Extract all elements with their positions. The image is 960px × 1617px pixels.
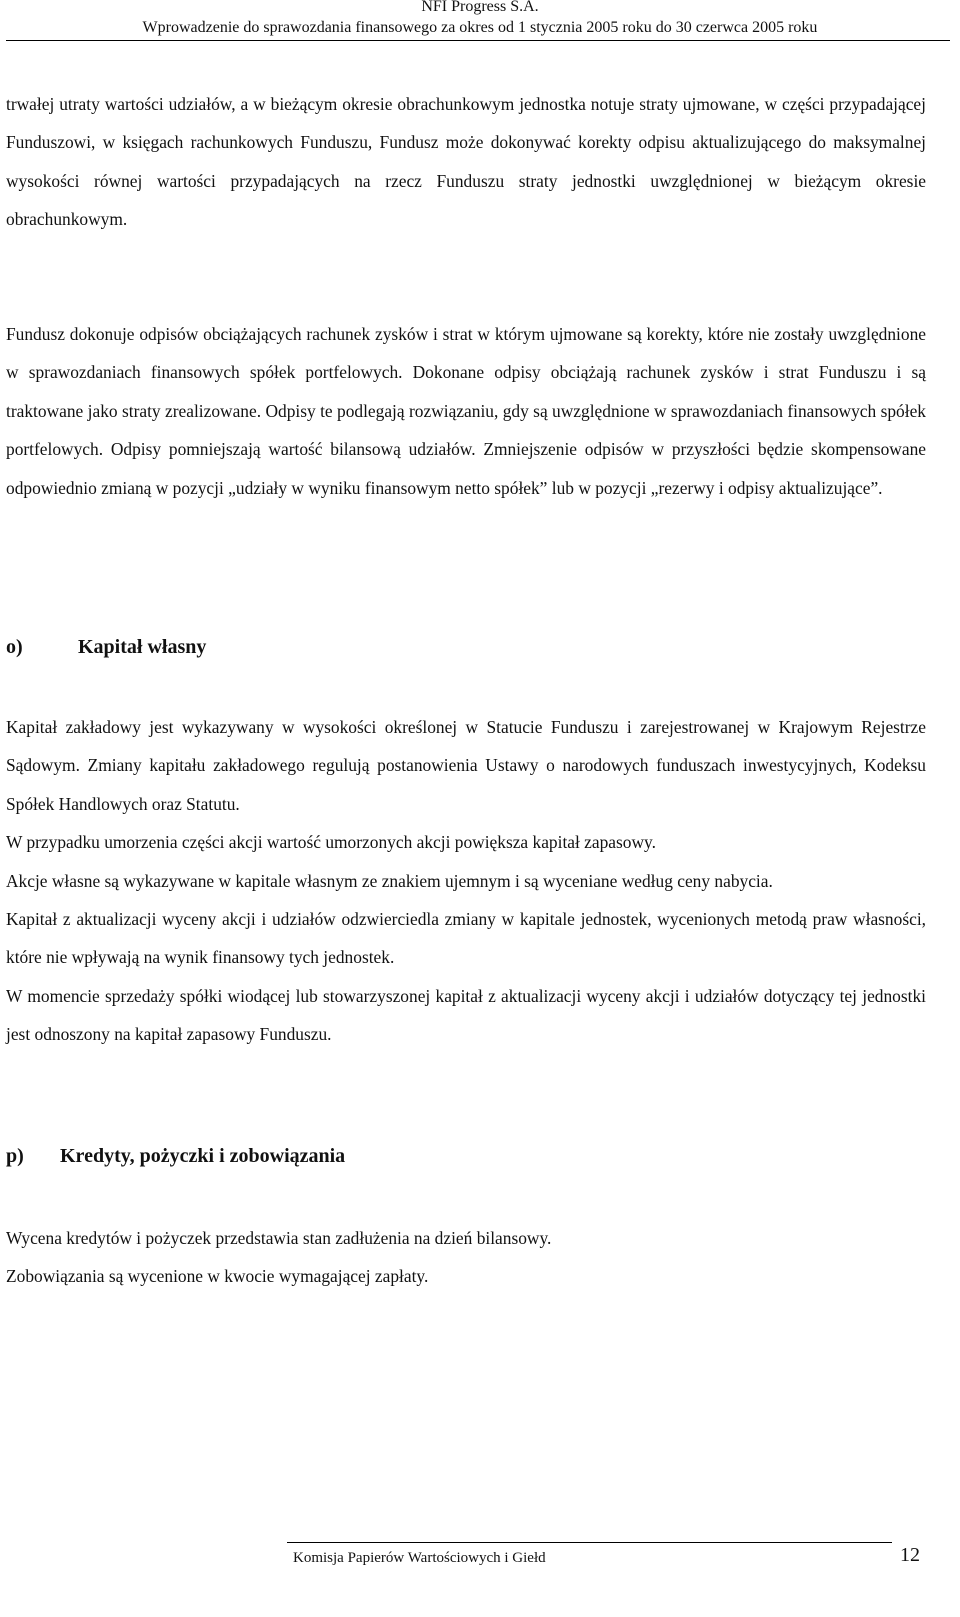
paragraph-impairment-continued: trwałej utraty wartości udziałów, a w bieżącym okresie obrachunkowym jednostka notuje straty ujmowane, w części przypadającej Funduszowi, w księgach rachunkowych Funduszu, Fundusz może dokonywać korekty odpisu aktualizującego do maksymalnej wysokości równej wartości przypadających na rzecz Funduszu straty jednostki uwzględnionej w bieżącym okresie obrachunkowym.	[6, 94, 926, 230]
paragraph-revaluation-capital: Kapitał z aktualizacji wyceny akcji i udziałów odzwierciedla zmiany w kapitale jednostek, wycenionych metodą praw własności, które nie wpływają na wynik finansowy tych jednostek.	[6, 909, 926, 968]
section-title: Kapitał własny	[78, 636, 207, 658]
paragraph-redemption: W przypadku umorzenia części akcji wartość umorzonych akcji powiększa kapitał zapasowy.	[6, 832, 656, 853]
footer-text: Komisja Papierów Wartościowych i Giełd	[293, 1550, 546, 1566]
header-divider	[6, 40, 950, 41]
paragraph-liabilities-valuation: Zobowiązania są wycenione w kwocie wymagającej zapłaty.	[6, 1266, 429, 1287]
section-title: Kredyty, pożyczki i zobowiązania	[60, 1145, 346, 1167]
paragraph-sale-of-subsidiary: W momencie sprzedaży spółki wiodącej lub stowarzyszonej kapitał z aktualizacji wyceny akcji i udziałów dotyczący tej jednostki jest odnoszony na kapitał zapasowy Funduszu.	[6, 985, 926, 1045]
section-letter: p)	[6, 1145, 24, 1167]
section-heading-loans	[6, 1144, 345, 1168]
section-heading-equity	[6, 635, 206, 659]
paragraph-share-capital: Kapitał zakładowy jest wykazywany w wysokości określonej w Statucie Funduszu i zarejestrowanej w Krajowym Rejestrze Sądowym. Zmiany kapitału zakładowego regulują postanowienia Ustawy o narodowych funduszach inwestycyjnych, Kodeksu Spółek Handlowych oraz Statutu.	[6, 717, 926, 814]
header-subtitle: Wprowadzenie do sprawozdania finansowego za okres od 1 stycznia 2005 roku do 30 czerwca 2005 roku	[142, 19, 818, 36]
paragraph-write-downs: Fundusz dokonuje odpisów obciążających rachunek zysków i strat w którym ujmowane są korekty, które nie zostały uwzględnione w sprawozdaniach finansowych spółek portfelowych. Dokonane odpisy obciążają rachunek zysków i strat Funduszu i są traktowane jako straty zrealizowane. Odpisy te podlegają rozwiązaniu, gdy są uwzględnione w sprawozdaniach finansowych spółek portfelowych. Odpisy pomniejszają wartość bilansową udziałów. Zmniejszenie odpisów w przyszłości będzie skompensowane odpowiednio zmianą w pozycji „udziały w wyniku finansowym netto spółek” lub w pozycji „rezerwy i odpisy aktualizujące”.	[6, 324, 926, 498]
page-number: 12	[900, 1544, 920, 1566]
paragraph-own-shares: Akcje własne są wykazywane w kapitale własnym ze znakiem ujemnym i są wyceniane według ceny nabycia.	[6, 870, 773, 891]
section-body-equity	[6, 708, 926, 1054]
footer-divider	[287, 1542, 892, 1543]
section-letter: o)	[6, 636, 23, 658]
header-company: NFI Progress S.A.	[421, 0, 539, 15]
section-body-loans	[6, 1219, 926, 1296]
paragraph-loans-valuation: Wycena kredytów i pożyczek przedstawia stan zadłużenia na dzień bilansowy.	[6, 1228, 552, 1248]
